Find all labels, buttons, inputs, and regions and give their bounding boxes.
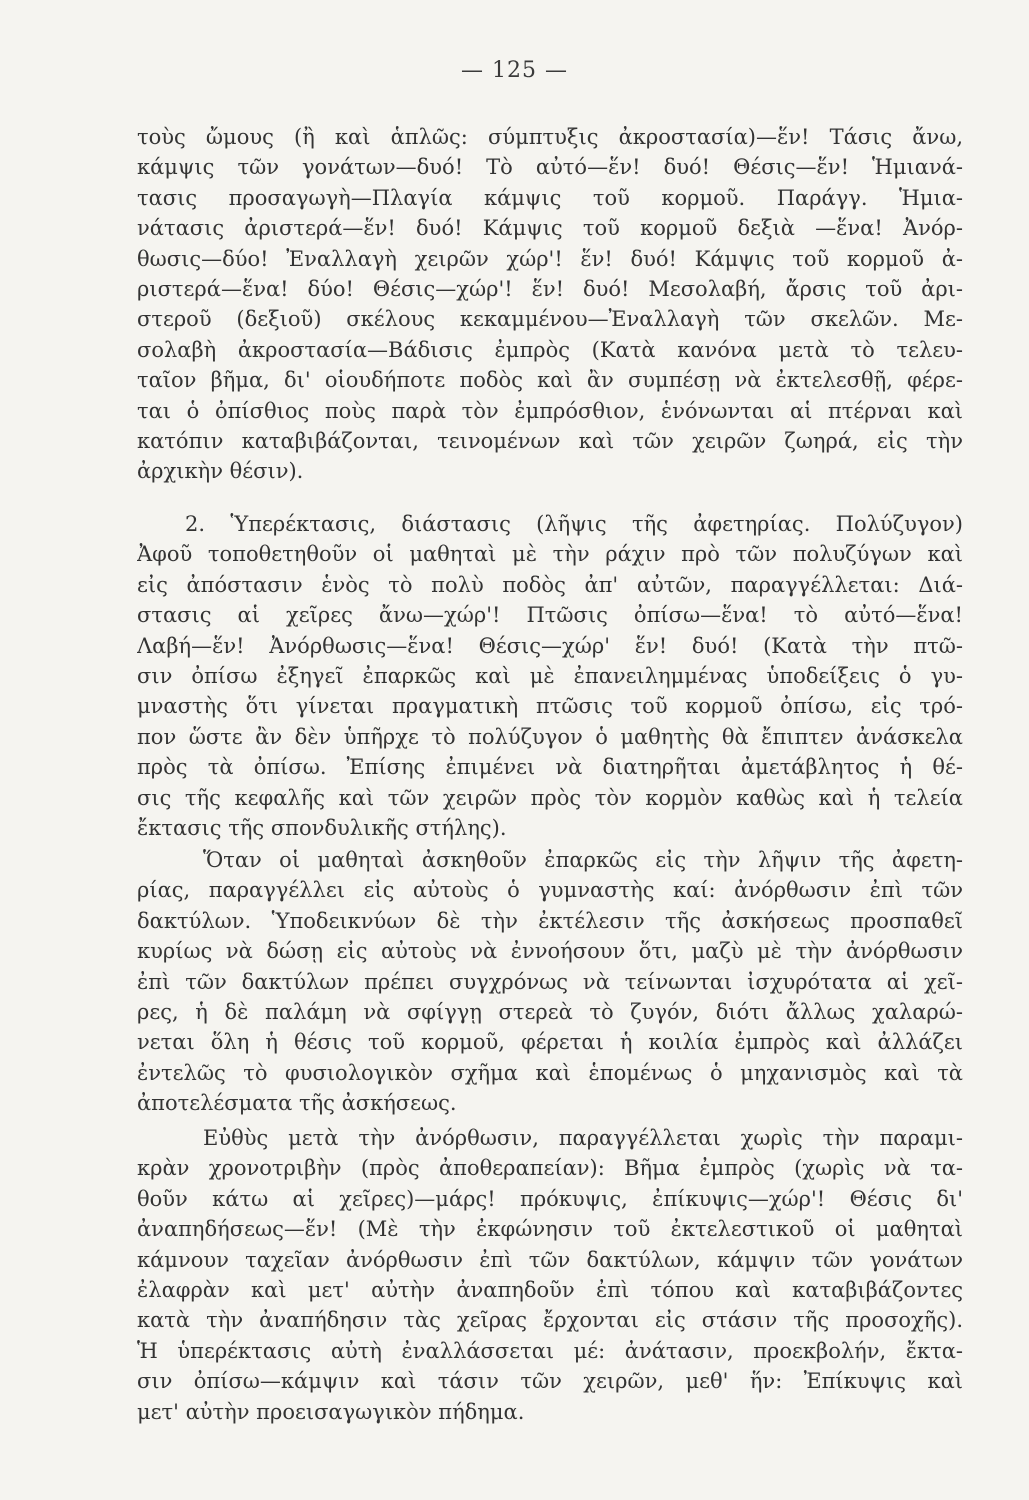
paragraph-recovery <box>137 1123 963 1427</box>
text-line: στασις αἱ χεῖρες ἄνω—χώρ'! Πτῶσις ὀπίσω—ἕνα! τὸ αὐτό—ἕνα! <box>137 603 963 628</box>
section-heading: 2. Ὑπερέκτασις, διάστασις (λῆψις τῆς ἀφετηρίας. Πολύζυγον) <box>185 512 963 536</box>
text-line: εἰς ἀπόστασιν ἑνὸς τὸ πολὺ ποδὸς ἀπ' αὐτῶν, παραγγέλλεται: Διά- <box>137 572 963 597</box>
text-line: ἐλαφρὰν καὶ μετ' αὐτὴν ἀναπηδοῦν ἐπὶ τόπου καὶ καταβιβάζοντες <box>137 1277 963 1302</box>
text-line: στεροῦ (δεξιοῦ) σκέλους κεκαμμένου—Ἐναλλαγὴ τῶν σκελῶν. Με- <box>137 307 963 332</box>
text-line: δακτύλων. Ὑποδεικνύων δὲ τὴν ἐκτέλεσιν τῆς ἀσκήσεως προσπαθεῖ <box>137 908 963 933</box>
paragraph-toe-raise <box>137 845 963 1119</box>
page-number: — 125 — <box>461 58 568 83</box>
text-line: κάμψις τῶν γονάτων—δυό! Τὸ αὐτό—ἕν! δυό! Θέσις—ἕν! Ἡμιανά- <box>137 155 963 180</box>
text-line: κατόπιν καταβιβάζονται, τεινομένων καὶ τῶν χειρῶν ζωηρά, εἰς τὴν <box>137 428 963 453</box>
text-line: Ἀφοῦ τοποθετηθοῦν οἱ μαθηταὶ μὲ τὴν ράχιν πρὸ τῶν πολυζύγων καὶ <box>137 542 963 567</box>
text-line: κρὰν χρονοτριβὴν (πρὸς ἀποθεραπείαν): Βῆμα ἐμπρὸς (χωρὶς νὰ τα- <box>137 1156 963 1181</box>
text-line: κάμνουν ταχεῖαν ἀνόρθωσιν ἐπὶ τῶν δακτύλων, κάμψιν τῶν γονάτων <box>137 1247 963 1272</box>
text-line: ριστερά—ἕνα! δύο! Θέσις—χώρ'! ἕν! δυό! Μεσολαβή, ἄρσις τοῦ ἀρι- <box>137 276 963 301</box>
text-line: τασις προσαγωγὴ—Πλαγία κάμψις τοῦ κορμοῦ. Παράγγ. Ἡμια- <box>137 185 963 210</box>
text-line: ἀποτελέσματα τῆς ἀσκήσεως. <box>137 1091 457 1116</box>
paragraph-section-2 <box>137 509 963 843</box>
text-line: μετ' αὐτὴν προεισαγωγικὸν πήδημα. <box>137 1399 525 1424</box>
text-line: σιν ὀπίσω—κάμψιν καὶ τάσιν τῶν χειρῶν, μεθ' ἥν: Ἐπίκυψις καὶ <box>137 1369 963 1394</box>
text-line: ρίας, παραγγέλλει εἰς αὐτοὺς ὁ γυμναστὴς καί: ἀνόρθωσιν ἐπὶ τῶν <box>137 878 963 903</box>
text-line: κατὰ τὴν ἀναπήδησιν τὰς χεῖρας ἔρχονται εἰς στάσιν τῆς προσοχῆς). <box>137 1308 963 1333</box>
text-line: Λαβή—ἕν! Ἀνόρθωσις—ἕνα! Θέσις—χώρ' ἕν! δυό! (Κατὰ τὴν πτῶ- <box>137 633 963 658</box>
text-line: θωσις—δύο! Ἐναλλαγὴ χειρῶν χώρ'! ἕν! δυό! Κάμψις τοῦ κορμοῦ ἀ- <box>137 246 963 271</box>
text-line: θοῦν κάτω αἱ χεῖρες)—μάρς! πρόκυψις, ἐπίκυψις—χώρ'! Θέσις δι' <box>137 1186 963 1211</box>
text-line: ἀναπηδήσεως—ἕν! (Μὲ τὴν ἐκφώνησιν τοῦ ἐκτελεστικοῦ οἱ μαθηταὶ <box>137 1217 963 1242</box>
text-line: πον ὥστε ἂν δὲν ὑπῆρχε τὸ πολύζυγον ὁ μαθητὴς θὰ ἔπιπτεν ἀνάσκελα <box>137 724 963 749</box>
paragraph-exercise-sequence <box>137 122 963 487</box>
text-line: νεται ὅλη ἡ θέσις τοῦ κορμοῦ, φέρεται ἡ κοιλία ἐμπρὸς καὶ ἀλλάζει <box>137 1030 963 1055</box>
text-line: ται ὁ ὀπίσθιος ποὺς παρὰ τὸν ἐμπρόσθιον, ἑνόνωνται αἱ πτέρναι καὶ <box>137 398 963 423</box>
text-line: Εὐθὺς μετὰ τὴν ἀνόρθωσιν, παραγγέλλεται χωρὶς τὴν παραμι- <box>203 1126 963 1150</box>
text-line: ἐπὶ τῶν δακτύλων πρέπει συγχρόνως νὰ τείνωνται ἰσχυρότατα αἱ χεῖ- <box>137 969 963 994</box>
text-line: ἔκτασις τῆς σπονδυλικῆς στήλης). <box>137 815 507 840</box>
text-line: σιν ὀπίσω ἐξηγεῖ ἐπαρκῶς καὶ μὲ ἐπανειλημμένας ὑποδείξεις ὁ γυ- <box>137 663 963 688</box>
text-line: σολαβὴ ἀκροστασία—Βάδισις ἐμπρὸς (Κατὰ κανόνα μετὰ τὸ τελευ- <box>137 337 963 362</box>
text-line: Ὅταν οἱ μαθηταὶ ἀσκηθοῦν ἐπαρκῶς εἰς τὴν λῆψιν τῆς ἀφετη- <box>203 848 963 872</box>
text-line: κυρίως νὰ δώσῃ εἰς αὐτοὺς νὰ ἐννοήσουν ὅτι, μαζὺ μὲ τὴν ἀνόρθωσιν <box>137 939 963 964</box>
text-line: πρὸς τὰ ὀπίσω. Ἐπίσης ἐπιμένει νὰ διατηρῆται ἀμετάβλητος ἡ θέ- <box>137 755 963 780</box>
text-line: ἀρχικὴν θέσιν). <box>137 459 304 484</box>
text-line: ρες, ἡ δὲ παλάμη νὰ σφίγγῃ στερεὰ τὸ ζυγόν, διότι ἄλλως χαλαρώ- <box>137 999 963 1024</box>
text-line: τοὺς ὤμους (ἢ καὶ ἁπλῶς: σύμπτυξις ἀκροστασία)—ἕν! Τάσις ἄνω, <box>137 125 963 149</box>
text-line: μναστὴς ὅτι γίνεται πραγματικὴ πτῶσις τοῦ κορμοῦ ὀπίσω, εἰς τρό- <box>137 694 963 719</box>
text-line: ταῖον βῆμα, δι' οἱουδήποτε ποδὸς καὶ ἂν συμπέσῃ νὰ ἐκτελεσθῇ, φέρε- <box>137 368 963 393</box>
text-line: σις τῆς κεφαλῆς καὶ τῶν χειρῶν πρὸς τὸν κορμὸν καθὼς καὶ ἡ τελεία <box>137 785 963 810</box>
text-line: νάτασις ἀριστερά—ἕν! δυό! Κάμψις τοῦ κορμοῦ δεξιὰ —ἕνα! Ἀνόρ- <box>137 216 963 241</box>
text-line: ἐντελῶς τὸ φυσιολογικὸν σχῆμα καὶ ἑπομένως ὁ μηχανισμὸς καὶ τὰ <box>137 1060 963 1085</box>
text-line: Ἡ ὑπερέκτασις αὐτὴ ἐναλλάσσεται μέ: ἀνάτασιν, προεκβολήν, ἔκτα- <box>137 1338 963 1363</box>
